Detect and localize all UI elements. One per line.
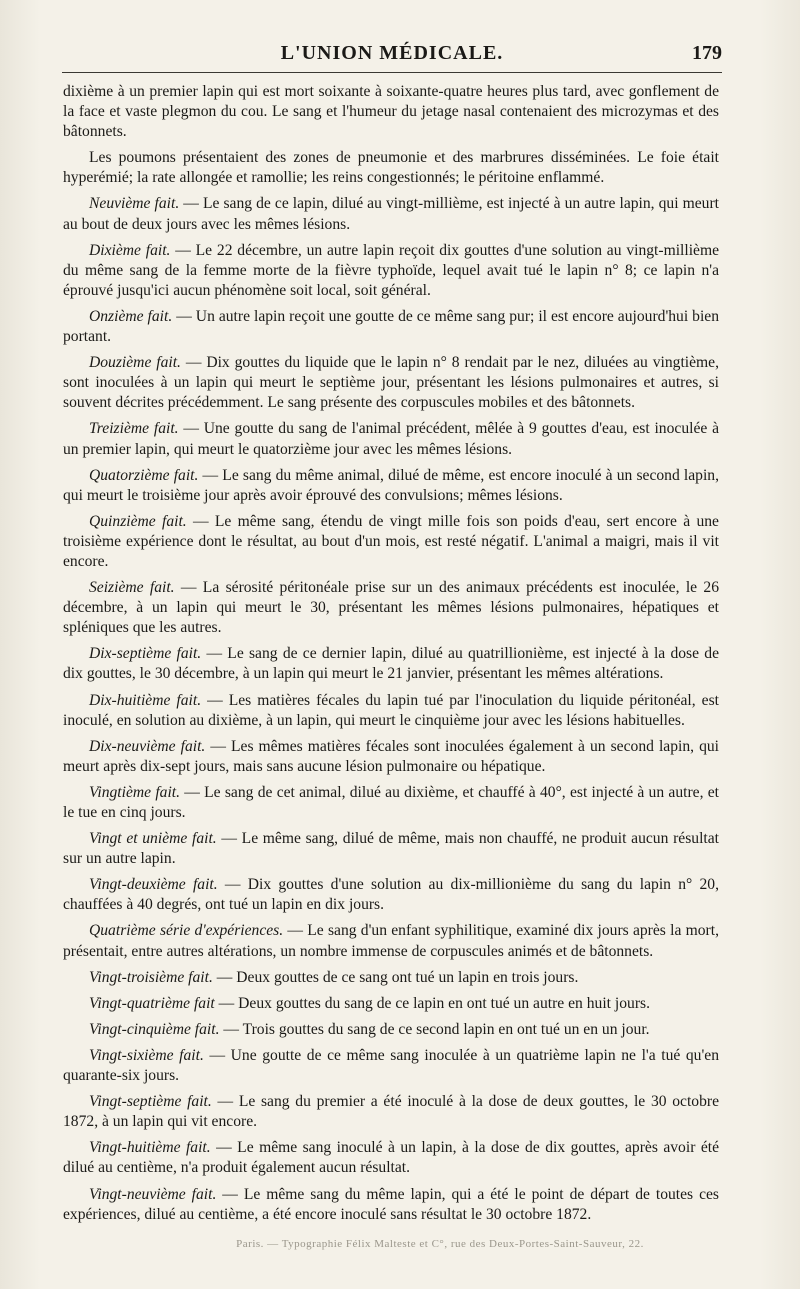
paragraph-lead: Vingt et unième fait. (89, 830, 217, 848)
paragraph-lead: Dix-huitième fait. (89, 691, 202, 709)
paragraph (63, 578, 719, 638)
paragraph-lead: Vingtième fait. (89, 783, 181, 801)
paragraph-text: Les poumons présentaient des zones de pneumonie et des marbrures disséminées. Le foie était hyperémié; la rate allongée et ramollie; les reins congestionnés; le péritoine enflammé. (63, 149, 719, 187)
paragraph-lead: Vingt-deuxième fait. (89, 876, 218, 894)
paragraph-lead: Vingt-sixième fait. (89, 1046, 204, 1064)
page-number: 179 (692, 42, 722, 64)
paragraph (63, 194, 719, 234)
paragraph (63, 466, 719, 506)
paragraph-lead: Douzième fait. (89, 354, 181, 372)
paragraph-text: — Un autre lapin reçoit une goutte de ce même sang pur; il est encore aujourd'hui bien portant. (63, 307, 720, 346)
paragraph-text: — Le sang du premier a été inoculé à la dose de deux gouttes, le 30 octobre 1872, à un lapin qui vit encore. (63, 1093, 720, 1131)
paragraph-text: — Le même sang, dilué de même, mais non chauffé, ne produit aucun résultat sur un autre lapin. (63, 830, 719, 868)
paragraph (63, 1185, 719, 1225)
paragraph (63, 968, 719, 988)
paragraph-text: — Le même sang du même lapin, qui a été le point de départ de toutes ces expériences, dilué au centième, a été encore inoculé sans résultat le 30 octobre 1872. (63, 1185, 719, 1223)
paragraph-lead: Vingt-septième fait. (89, 1093, 212, 1111)
paragraph-text: — Le sang d'un enfant syphilitique, examiné dix jours après la mort, présentait, entre autres altérations, un nombre immense de corpuscules animés et de bâtonnets. (63, 922, 719, 960)
paragraph-text: — Trois gouttes du sang de ce second lapin en ont tué un en un jour. (219, 1020, 650, 1038)
paragraph (63, 1020, 719, 1040)
paragraph (63, 353, 719, 413)
paragraph-text: — Le sang de ce lapin, dilué au vingt-millième, est injecté à un autre lapin, qui meurt au bout de deux jours avec les mêmes lésions. (63, 195, 719, 233)
paragraph-text: — Deux gouttes de ce sang ont tué un lapin en trois jours. (212, 968, 579, 986)
paragraph-lead: Neuvième fait. (89, 195, 180, 213)
paragraph (63, 691, 719, 731)
paragraph-lead: Vingt-neuvième fait. (89, 1185, 217, 1203)
paragraph-lead: Quatorzième fait. (89, 466, 199, 484)
paragraph (63, 82, 719, 142)
paragraph (63, 1046, 719, 1086)
paragraph-lead: Onzième fait. (89, 307, 173, 325)
paragraph-text: — Une goutte du sang de l'animal précédent, mêlée à 9 gouttes d'eau, est inoculée à un premier lapin, qui meurt le quatorzième jour avec les mêmes lésions. (63, 420, 720, 458)
paragraph-lead: Quatrième série d'expériences. (89, 922, 284, 940)
paragraph-text: — Les mêmes matières fécales sont inoculées également à un second lapin, qui meurt après dix-sept jours, mais sans aucune lésion pulmonaire ou hépatique. (63, 737, 720, 775)
paragraph-text: — Le sang de cet animal, dilué au dixième, et chauffé à 40°, est injecté à un autre, et le tue en cinq jours. (63, 783, 720, 821)
paragraph (63, 512, 719, 572)
paragraph-lead: Dix-neuvième fait. (89, 737, 206, 755)
paragraph-text: — Les matières fécales du lapin tué par l'inoculation du liquide péritonéal, est inoculé, en solution au dixième, à un lapin, qui meurt le cinquième jour avec les lésions habituelles. (63, 691, 719, 729)
journal-title: L'UNION MÉDICALE. (280, 42, 504, 64)
paragraph-text: — Le 22 décembre, un autre lapin reçoit dix gouttes d'une solution au vingt-millième du même sang de la femme morte de la fièvre typhoïde, lequel avait tué le lapin n° 8; ce lapin n'a éprouvé jusqu'ici aucun phénomène soit local, soit général. (63, 241, 720, 299)
paragraph (63, 829, 719, 869)
paragraph-text: — Une goutte de ce même sang inoculée à un quatrième lapin ne l'a tué qu'en quarante-six jours. (63, 1046, 720, 1085)
paragraph (63, 1138, 719, 1178)
paragraph-lead: Vingt-quatrième fait (89, 994, 215, 1012)
paragraph (63, 875, 719, 915)
article-body (63, 82, 719, 1225)
paragraph (63, 241, 719, 301)
running-header (62, 40, 722, 70)
paragraph-lead: Dixième fait. (89, 241, 171, 259)
paragraph-text: — La sérosité péritonéale prise sur un des animaux précédents est inoculée, le 26 décembre, à un lapin qui meurt le 30, présentant les mêmes lésions pulmonaires, hépatiques et spléniques que les autres. (63, 579, 719, 637)
paragraph (63, 994, 719, 1014)
paragraph (63, 644, 719, 684)
paragraph-lead: Quinzième fait. (89, 512, 187, 530)
paragraph-text: dixième à un premier lapin qui est mort soixante à soixante-quatre heures plus tard, avec gonflement de la face et vaste plegmon du cou. Le sang et l'humeur du jetage nasal contenaient des microzymas et des bâtonnets. (63, 83, 719, 141)
paragraph-text: — Le sang de ce dernier lapin, dilué au quatrillionième, est injecté à la dose de dix gouttes, le 30 décembre, à un lapin qui meurt le 21 janvier, présentant les mêmes altérations. (63, 645, 719, 683)
paragraph (63, 419, 719, 459)
paragraph-lead: Seizième fait. (89, 579, 175, 597)
paragraph-text: — Le même sang, étendu de vingt mille fois son poids d'eau, sert encore à une troisième expérience dont le résultat, au bout d'un mois, est resté négatif. L'animal a maigri, mais il vit encore. (63, 512, 719, 570)
printer-imprint: Paris. — Typographie Félix Malteste et C°, rue des Deux-Portes-Saint-Sauveur, 22. (236, 1238, 644, 1250)
paragraph-lead: Dix-septième fait. (89, 645, 202, 663)
paragraph-text: — Dix gouttes du liquide que le lapin n° 8 rendait par le nez, diluées au vingtième, sont inoculées à un lapin qui meurt le septième jour, présentant les lésions pulmonaires et autres, si souvent décrites précédemment. Le sang présente des corpuscules mobiles et des bâtonnets. (63, 354, 719, 412)
paragraph-text: — Le même sang inoculé à un lapin, à la dose de dix gouttes, après avoir été dilué au centième, n'a produit également aucun résultat. (63, 1139, 720, 1177)
paragraph (63, 737, 719, 777)
paragraph (63, 783, 719, 823)
paragraph-text: — Dix gouttes d'une solution au dix-millionième du sang du lapin n° 20, chauffées à 40 degrés, ont tué un lapin en dix jours. (63, 876, 719, 914)
paragraph-lead: Vingt-troisième fait. (89, 968, 213, 986)
paragraph-lead: Vingt-huitième fait. (89, 1139, 211, 1157)
paragraph (63, 921, 719, 961)
paragraph-lead: Vingt-cinquième fait. (89, 1020, 220, 1038)
paragraph-lead: Treizième fait. (89, 420, 179, 438)
paragraph (63, 148, 719, 188)
paragraph-text: — Le sang du même animal, dilué de même, est encore inoculé à un second lapin, qui meurt le troisième jour après avoir éprouvé des convulsions; mêmes lésions. (63, 466, 719, 504)
header-rule (62, 72, 722, 73)
paragraph-text: — Deux gouttes du sang de ce lapin en ont tué un autre en huit jours. (214, 994, 650, 1012)
paragraph (63, 1092, 719, 1132)
paragraph (63, 307, 719, 347)
